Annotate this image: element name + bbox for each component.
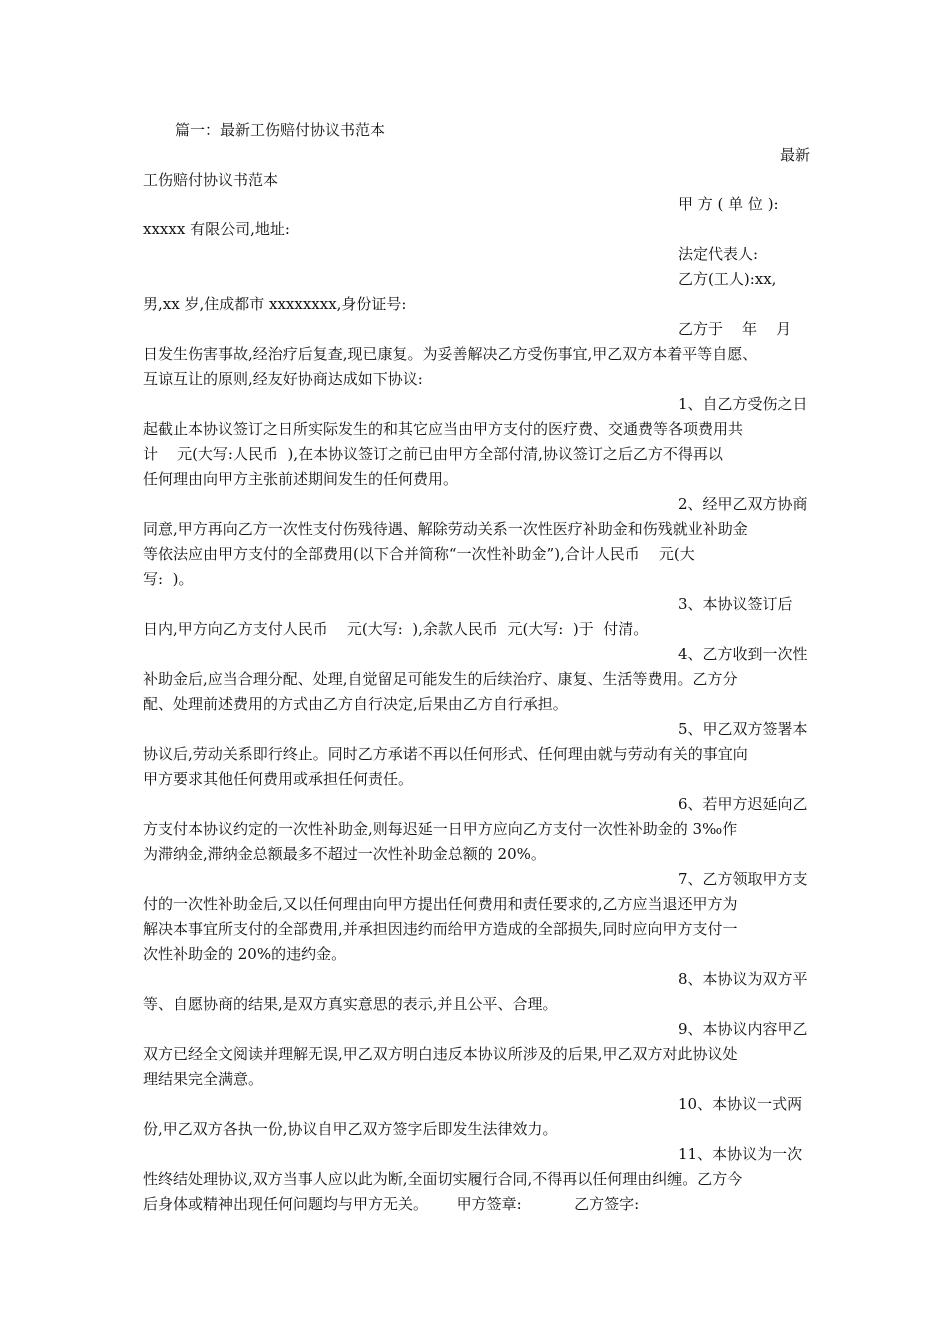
text-line: 甲方要求其他任何费用或承担任何责任。 bbox=[143, 770, 414, 788]
text-line: 为滞纳金,滞纳金总额最多不超过一次性补助金总额的 20%。 bbox=[143, 845, 546, 863]
text-line: 双方已经全文阅读并理解无误,甲乙双方明白违反本协议所涉及的后果,甲乙双方对此协议处 bbox=[143, 1045, 738, 1063]
text-line: 工伤赔付协议书范本 bbox=[143, 171, 279, 189]
text-line: 等、自愿协商的结果,是双方真实意思的表示,并且公平、合理。 bbox=[143, 995, 558, 1013]
text-line: 甲 方 ( 单 位 ): bbox=[678, 195, 779, 213]
text-line: 10、本协议一式两 bbox=[678, 1095, 803, 1113]
text-line: 方支付本协议约定的一次性补助金,则每迟延一日甲方应向乙方支付一次性补助金的 3‰作 bbox=[143, 820, 738, 838]
text-line: 互谅互让的原则,经友好协商达成如下协议: bbox=[143, 370, 423, 388]
text-line: 同意,甲方再向乙方一次性支付伤残待遇、解除劳动关系一次性医疗补助金和伤残就业补助金 bbox=[143, 520, 748, 538]
text-line: 份,甲乙双方各执一份,协议自甲乙双方签字后即发生法律效力。 bbox=[143, 1120, 558, 1138]
text-line: 解决本事宜所支付的全部费用,并承担因违约而给甲方造成的全部损失,同时应向甲方支付一 bbox=[143, 920, 738, 938]
text-line: 7、乙方领取甲方支 bbox=[678, 870, 808, 888]
text-line: 付的一次性补助金后,又以任何理由向甲方提出任何费用和责任要求的,乙方应当退还甲方为 bbox=[143, 895, 738, 913]
text-line: 5、甲乙双方签署本 bbox=[678, 720, 808, 738]
text-line: 乙方于 年 月 bbox=[678, 320, 792, 338]
text-line: 等依法应由甲方支付的全部费用(以下合并简称“一次性补助金”),合计人民币 元(大 bbox=[143, 545, 695, 563]
text-line: 11、本协议为一次 bbox=[678, 1145, 803, 1163]
text-line: 起截止本协议签订之日所实际发生的和其它应当由甲方支付的医疗费、交通费等各项费用共 bbox=[143, 420, 744, 438]
text-line: 日内,甲方向乙方支付人民币 元(大写: ),余款人民币 元(大写: )于 付清。 bbox=[143, 620, 649, 638]
text-line: 写: )。 bbox=[143, 570, 194, 588]
text-line: 协议后,劳动关系即行终止。同时乙方承诺不再以任何形式、任何理由就与劳动有关的事宜向 bbox=[143, 745, 748, 763]
text-line: 配、处理前述费用的方式由乙方自行决定,后果由乙方自行承担。 bbox=[143, 695, 568, 713]
text-line: 1、自乙方受伤之日 bbox=[678, 395, 808, 413]
text-line: 8、本协议为双方平 bbox=[678, 970, 808, 988]
text-line: 4、乙方收到一次性 bbox=[678, 645, 808, 663]
text-line: 2、经甲乙双方协商 bbox=[678, 495, 808, 513]
text-line: 3、本协议签订后 bbox=[678, 595, 793, 613]
text-line: 6、若甲方迟延向乙 bbox=[678, 795, 808, 813]
document-heading: 篇一：最新工伤赔付协议书范本 bbox=[175, 121, 386, 139]
text-line: 乙方(工人):xx, bbox=[678, 270, 777, 288]
text-line: 计 元(大写:人民币 ),在本协议签订之前已由甲方全部付清,协议签订之后乙方不得再以 bbox=[143, 445, 723, 463]
text-line: 9、本协议内容甲乙 bbox=[678, 1020, 808, 1038]
text-line: xxxxx 有限公司,地址: bbox=[143, 220, 290, 238]
text-line: 任何理由向甲方主张前述期间发生的任何费用。 bbox=[143, 470, 459, 488]
text-line: 理结果完全满意。 bbox=[143, 1070, 264, 1088]
signature-line: 后身体或精神出现任何问题均与甲方无关。 甲方签章: 乙方签字: bbox=[143, 1195, 640, 1213]
text-line: 法定代表人: bbox=[678, 245, 759, 263]
text-line: 日发生伤害事故,经治疗后复查,现已康复。为妥善解决乙方受伤事宜,甲乙双方本着平等自愿、 bbox=[143, 345, 758, 363]
text-line: 次性补助金的 20%的违约金。 bbox=[143, 945, 347, 963]
text-line: 最新 bbox=[779, 146, 810, 164]
text-line: 性终结处理协议,双方当事人应以此为断,全面切实履行合同,不得再以任何理由纠缠。乙方今 bbox=[143, 1170, 743, 1188]
text-line: 补助金后,应当合理分配、处理,自觉留足可能发生的后续治疗、康复、生活等费用。乙方分 bbox=[143, 670, 738, 688]
text-line: 男,xx 岁,住成都市 xxxxxxxx,身份证号: bbox=[143, 295, 407, 313]
